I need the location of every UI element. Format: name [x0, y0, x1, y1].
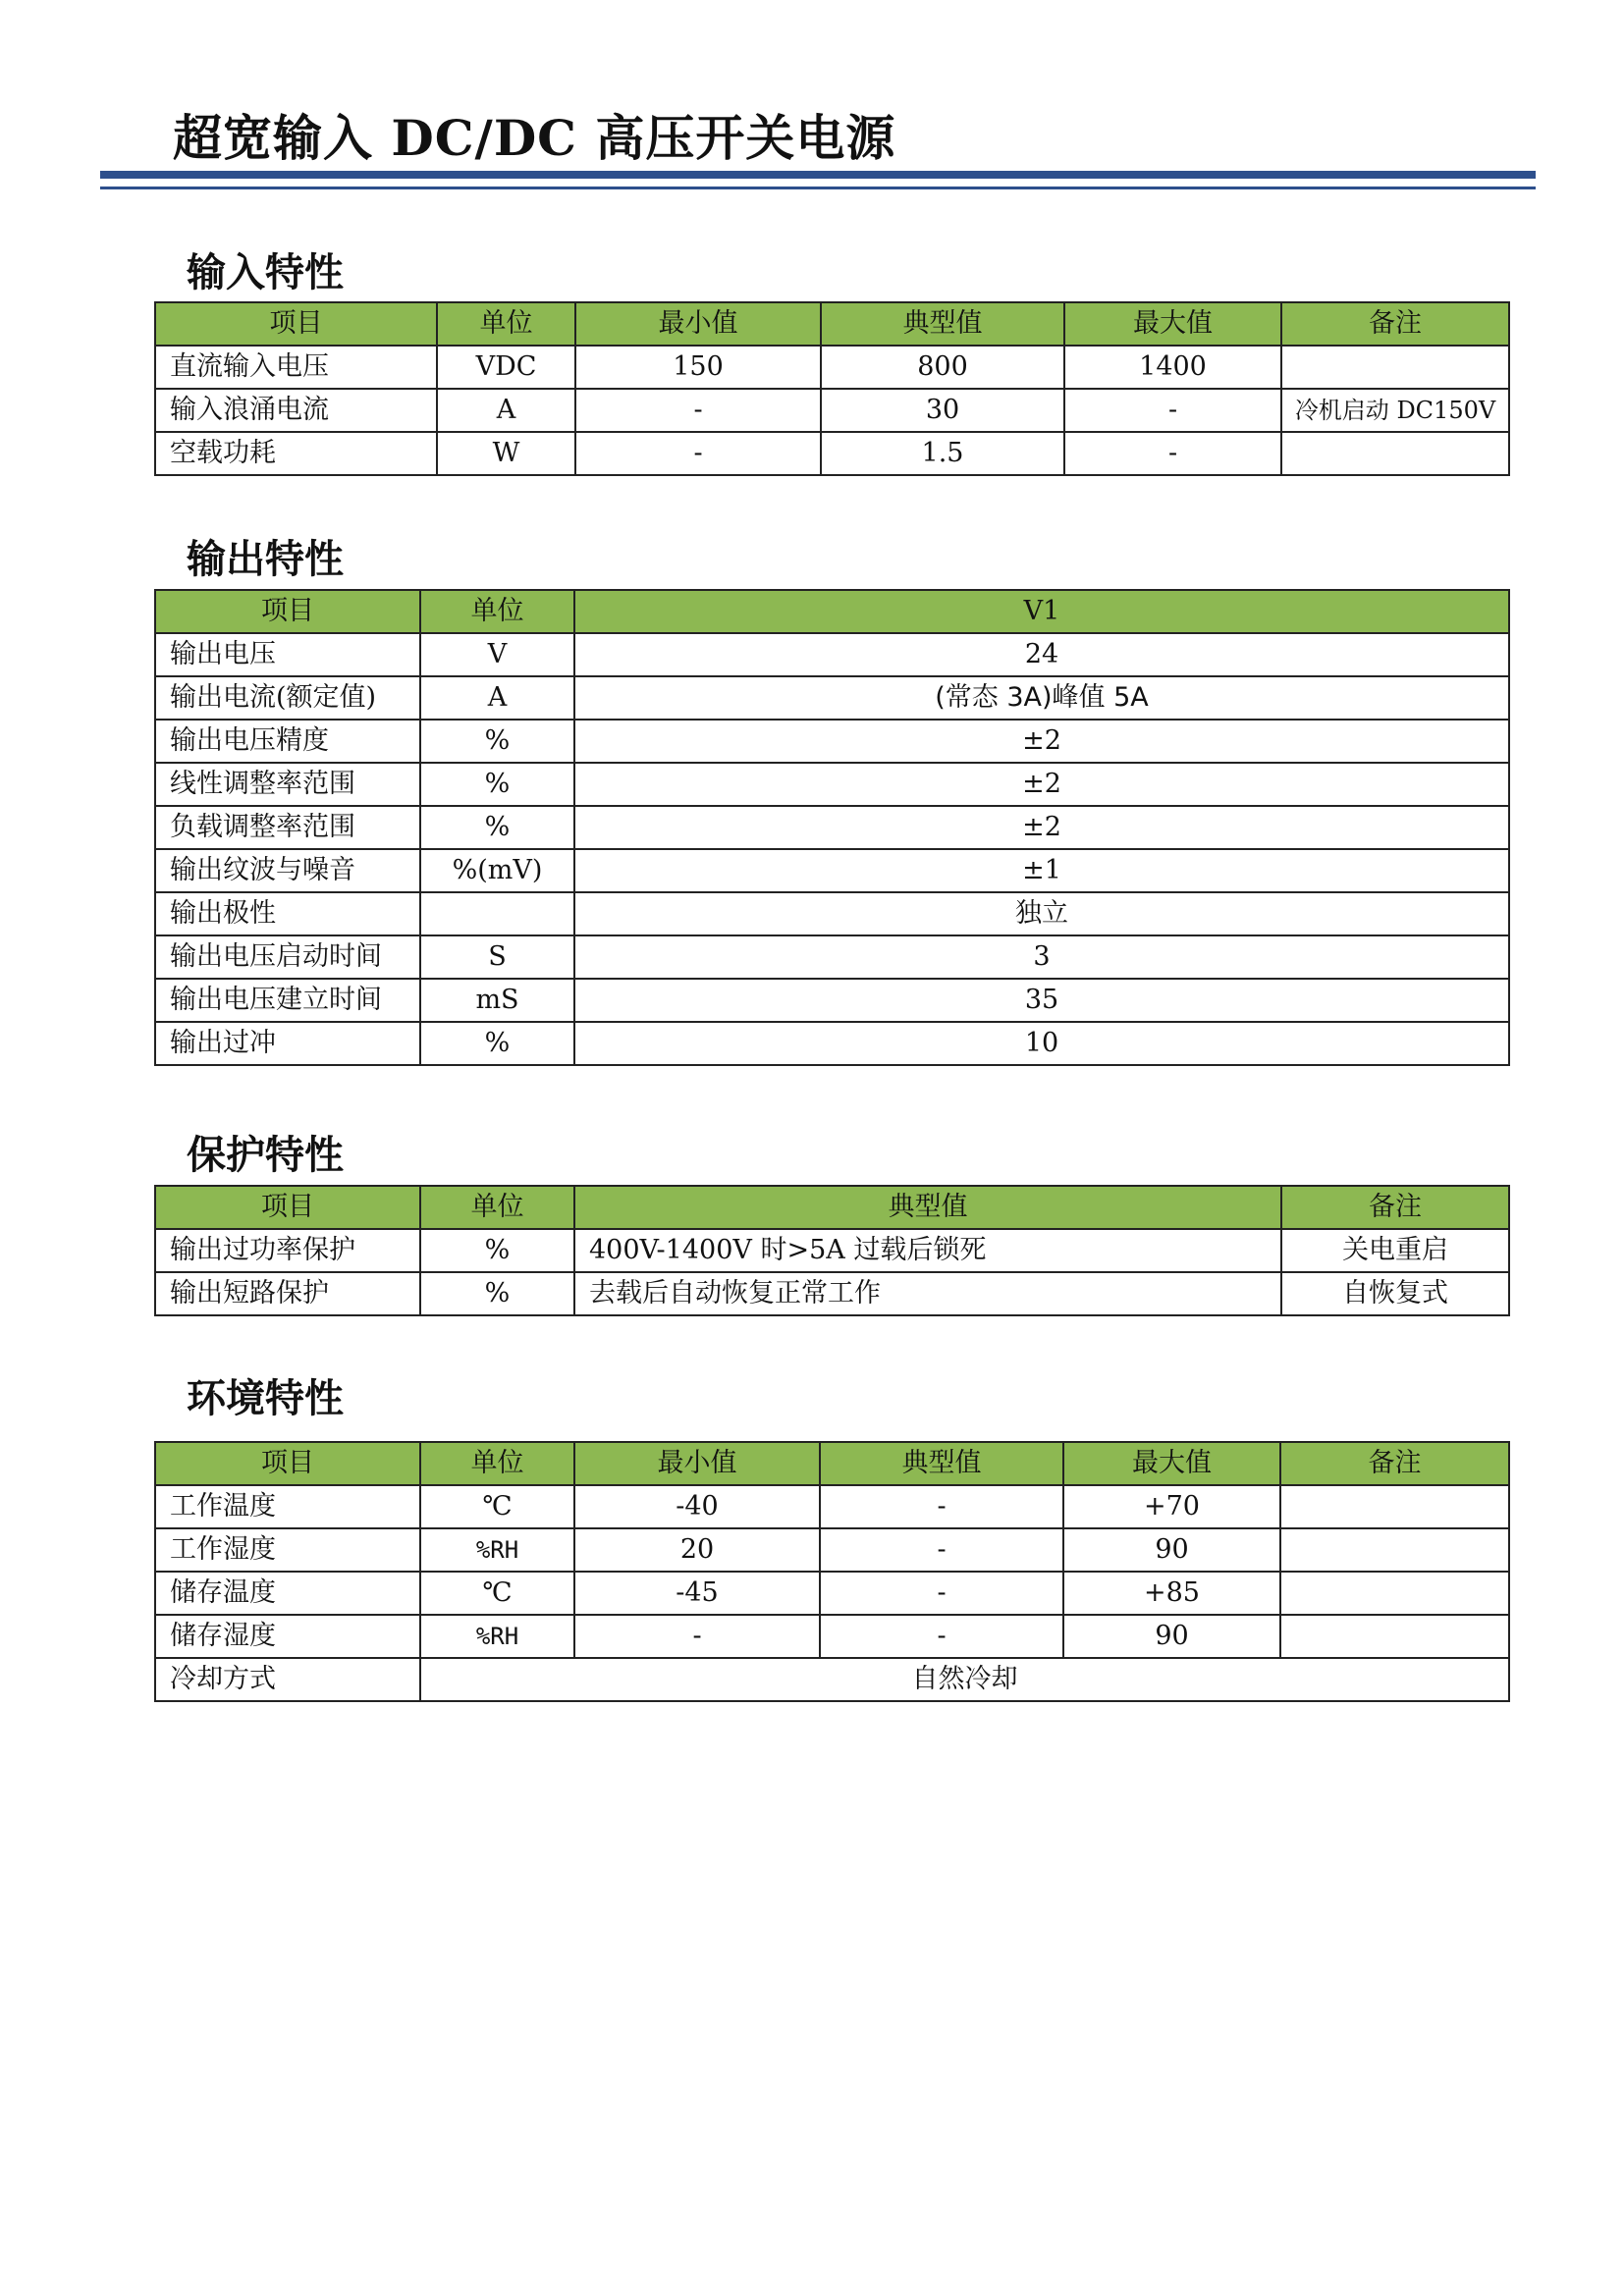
cell-unit: S — [420, 935, 574, 979]
cell-unit: % — [420, 1272, 574, 1315]
cell-min: 20 — [574, 1528, 820, 1572]
cell-item: 直流输入电压 — [155, 346, 437, 389]
environment-section-heading: 环境特性 — [187, 1375, 344, 1421]
cell-max: 1400 — [1064, 346, 1281, 389]
table-row — [155, 720, 1509, 763]
cell-value: 24 — [574, 633, 1509, 676]
cell-item: 储存温度 — [155, 1572, 420, 1615]
cell-max: 90 — [1063, 1528, 1280, 1572]
cell-typ: 800 — [821, 346, 1064, 389]
table-row — [155, 935, 1509, 979]
cell-typ: - — [820, 1615, 1063, 1658]
cell-value: 3 — [574, 935, 1509, 979]
cell-item: 输出纹波与噪音 — [155, 849, 420, 892]
cell-min: - — [575, 389, 821, 432]
table-row — [155, 1615, 1509, 1658]
cell-unit: ℃ — [420, 1572, 574, 1615]
cell-note — [1280, 1572, 1509, 1615]
header-min: 最小值 — [575, 302, 821, 346]
cell-value: 独立 — [574, 892, 1509, 935]
table-header-row — [155, 1186, 1509, 1229]
cell-min: -40 — [574, 1485, 820, 1528]
header-item: 项目 — [155, 1186, 420, 1229]
cell-value: ±2 — [574, 763, 1509, 806]
cell-note — [1280, 1485, 1509, 1528]
cell-typ: - — [820, 1572, 1063, 1615]
cell-note — [1280, 1528, 1509, 1572]
cell-unit: A — [437, 389, 575, 432]
cell-unit — [420, 892, 574, 935]
header-typ: 典型值 — [821, 302, 1064, 346]
input-spec-table — [154, 301, 1510, 476]
protection-section-heading: 保护特性 — [187, 1132, 344, 1178]
cell-item: 输出电压启动时间 — [155, 935, 420, 979]
cell-typ: - — [820, 1528, 1063, 1572]
cell-unit: % — [420, 763, 574, 806]
cell-item: 输出短路保护 — [155, 1272, 420, 1315]
cell-typ: 30 — [821, 389, 1064, 432]
header-unit: 单位 — [420, 1186, 574, 1229]
table-row — [155, 676, 1509, 720]
cell-unit: %(mV) — [420, 849, 574, 892]
cell-max: - — [1064, 432, 1281, 475]
cell-note: 关电重启 — [1281, 1229, 1509, 1272]
header-item: 项目 — [155, 590, 420, 633]
table-row — [155, 892, 1509, 935]
header-item: 项目 — [155, 302, 437, 346]
cell-note: 冷机启动 DC150V — [1281, 389, 1509, 432]
cell-item: 储存湿度 — [155, 1615, 420, 1658]
table-row — [155, 1272, 1509, 1315]
table-row — [155, 1572, 1509, 1615]
cell-item: 工作湿度 — [155, 1528, 420, 1572]
cell-item: 输入浪涌电流 — [155, 389, 437, 432]
cell-max: +85 — [1063, 1572, 1280, 1615]
cell-unit: V — [420, 633, 574, 676]
cell-value: ±2 — [574, 806, 1509, 849]
cell-item: 输出过功率保护 — [155, 1229, 420, 1272]
cell-item: 冷却方式 — [155, 1658, 420, 1701]
table-row — [155, 806, 1509, 849]
header-min: 最小值 — [574, 1442, 820, 1485]
cell-typ: 400V-1400V 时>5A 过载后锁死 — [574, 1229, 1281, 1272]
cell-unit: % — [420, 720, 574, 763]
header-typ: 典型值 — [574, 1186, 1281, 1229]
cell-unit: % — [420, 1022, 574, 1065]
cell-note — [1280, 1615, 1509, 1658]
title-rule-thick — [100, 171, 1536, 179]
table-row — [155, 1022, 1509, 1065]
cell-item: 输出过冲 — [155, 1022, 420, 1065]
cell-note: 自恢复式 — [1281, 1272, 1509, 1315]
cell-min: - — [575, 432, 821, 475]
cell-max: - — [1064, 389, 1281, 432]
cell-unit: ℃ — [420, 1485, 574, 1528]
header-v1: V1 — [574, 590, 1509, 633]
cell-min: -45 — [574, 1572, 820, 1615]
header-max: 最大值 — [1063, 1442, 1280, 1485]
table-row — [155, 763, 1509, 806]
cell-unit: VDC — [437, 346, 575, 389]
cell-value: ±2 — [574, 720, 1509, 763]
cell-unit: %RH — [420, 1528, 574, 1572]
cell-unit: % — [420, 806, 574, 849]
document-title: 超宽输入 DC/DC 高压开关电源 — [173, 109, 896, 167]
header-unit: 单位 — [420, 1442, 574, 1485]
input-section-heading: 输入特性 — [187, 249, 344, 295]
cell-typ: 去载后自动恢复正常工作 — [574, 1272, 1281, 1315]
table-header-row — [155, 302, 1509, 346]
cell-item: 输出极性 — [155, 892, 420, 935]
cell-note — [1281, 432, 1509, 475]
cell-typ: - — [820, 1485, 1063, 1528]
header-unit: 单位 — [420, 590, 574, 633]
cell-min: 150 — [575, 346, 821, 389]
cell-min: - — [574, 1615, 820, 1658]
environment-spec-table — [154, 1441, 1510, 1702]
table-row — [155, 346, 1509, 389]
header-note: 备注 — [1281, 1186, 1509, 1229]
cell-value: ±1 — [574, 849, 1509, 892]
table-row — [155, 1229, 1509, 1272]
output-spec-table — [154, 589, 1510, 1066]
protection-spec-table — [154, 1185, 1510, 1316]
table-row — [155, 432, 1509, 475]
table-header-row — [155, 1442, 1509, 1485]
cell-unit: % — [420, 1229, 574, 1272]
header-max: 最大值 — [1064, 302, 1281, 346]
header-note: 备注 — [1281, 302, 1509, 346]
cell-item: 负载调整率范围 — [155, 806, 420, 849]
header-item: 项目 — [155, 1442, 420, 1485]
title-rule-thin — [100, 187, 1536, 189]
table-row — [155, 633, 1509, 676]
cell-item: 输出电压建立时间 — [155, 979, 420, 1022]
cell-value: 10 — [574, 1022, 1509, 1065]
table-row — [155, 389, 1509, 432]
cell-value: 35 — [574, 979, 1509, 1022]
output-section-heading: 输出特性 — [187, 536, 344, 582]
table-row — [155, 849, 1509, 892]
cell-item: 线性调整率范围 — [155, 763, 420, 806]
cell-cooling-value: 自然冷却 — [420, 1658, 1509, 1701]
cell-typ: 1.5 — [821, 432, 1064, 475]
header-typ: 典型值 — [820, 1442, 1063, 1485]
cell-max: 90 — [1063, 1615, 1280, 1658]
cell-unit: %RH — [420, 1615, 574, 1658]
table-row — [155, 1485, 1509, 1528]
cell-item: 输出电压精度 — [155, 720, 420, 763]
header-unit: 单位 — [437, 302, 575, 346]
header-note: 备注 — [1280, 1442, 1509, 1485]
cell-value: (常态 3A)峰值 5A — [574, 676, 1509, 720]
table-row — [155, 1528, 1509, 1572]
cell-max: +70 — [1063, 1485, 1280, 1528]
cell-item: 空载功耗 — [155, 432, 437, 475]
table-row — [155, 979, 1509, 1022]
table-row — [155, 1658, 1509, 1701]
cell-unit: W — [437, 432, 575, 475]
cell-unit: mS — [420, 979, 574, 1022]
cell-note — [1281, 346, 1509, 389]
cell-item: 工作温度 — [155, 1485, 420, 1528]
cell-unit: A — [420, 676, 574, 720]
cell-item: 输出电流(额定值) — [155, 676, 420, 720]
cell-item: 输出电压 — [155, 633, 420, 676]
table-header-row — [155, 590, 1509, 633]
